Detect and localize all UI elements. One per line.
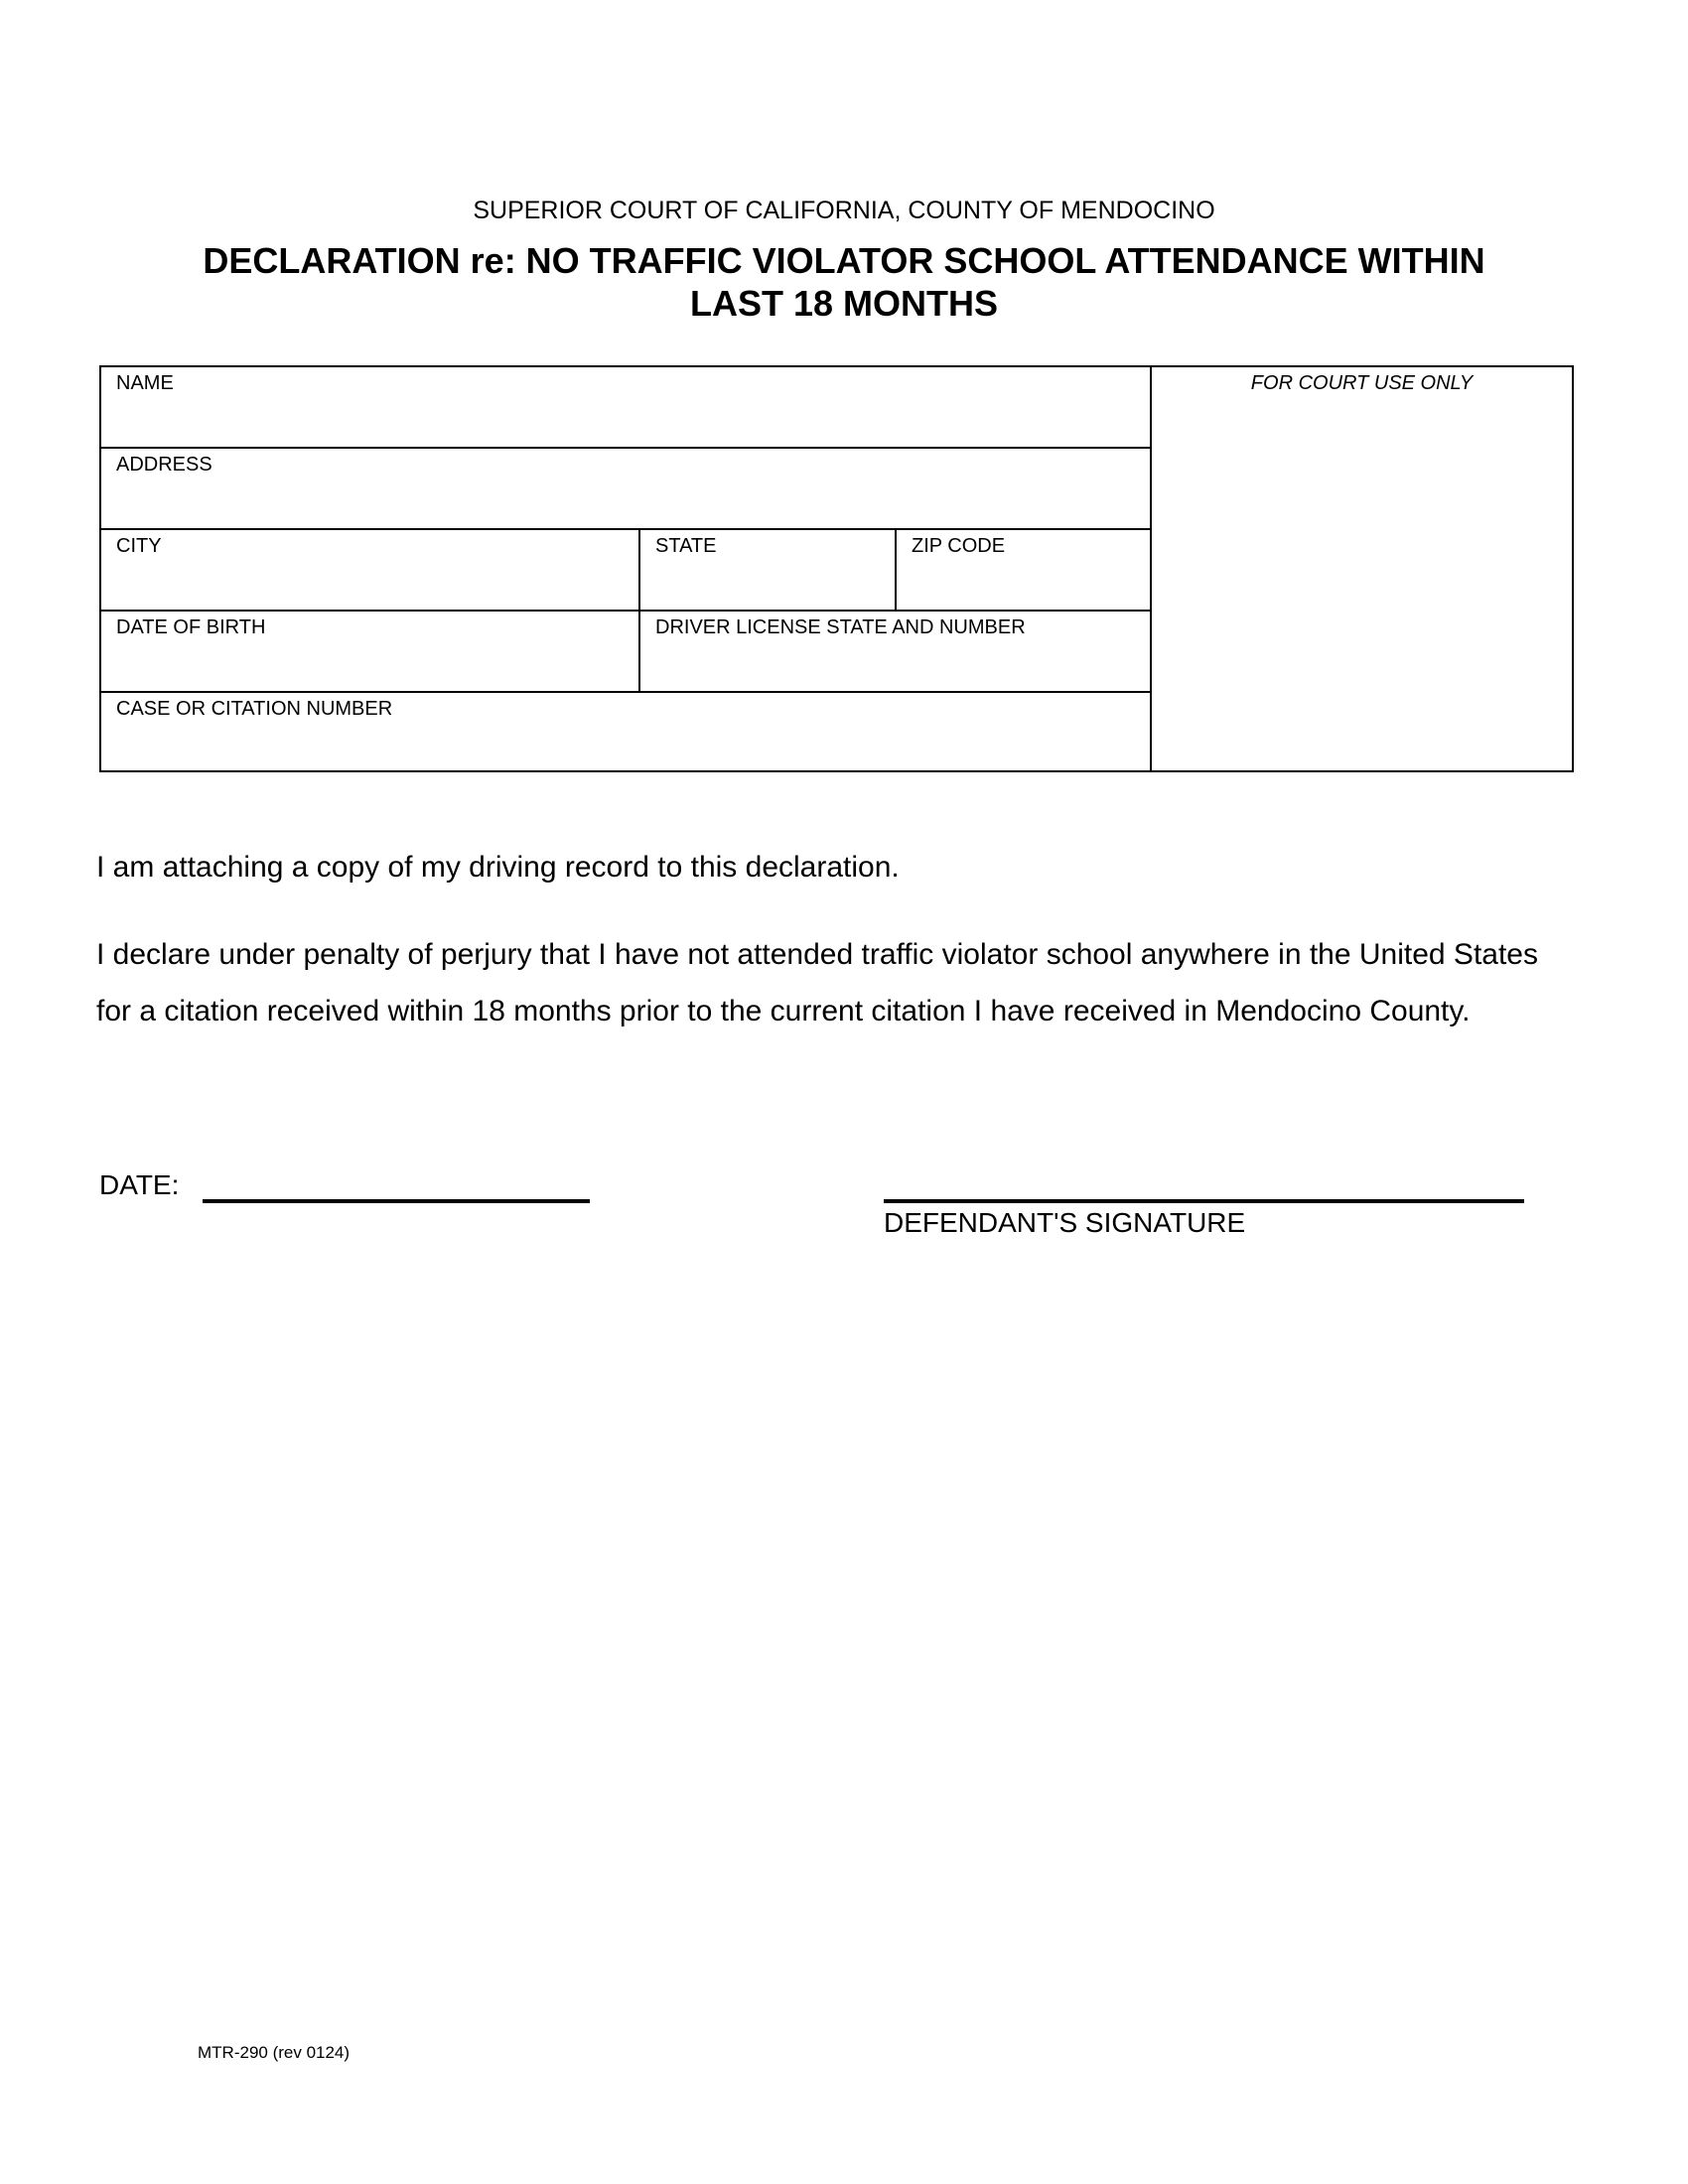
court-use-box [1152,367,1572,770]
signature-line[interactable] [884,1199,1524,1203]
address-label: ADDRESS [116,454,212,476]
perjury-declaration: I declare under penalty of perjury that I have not attended traffic violator school anywhere in the United States for a citation received within 18 months prior to the current citation I have received in Mendocino County. [96,938,1538,1027]
state-field[interactable] [640,530,897,612]
form-title-line-2: LAST 18 MONTHS [689,283,999,324]
defendant-info-table [99,365,1574,772]
zip-code-label: ZIP CODE [912,535,1006,557]
name-label: NAME [116,372,174,394]
court-name: SUPERIOR COURT OF CALIFORNIA, COUNTY OF MENDOCINO [473,197,1215,224]
city-label: CITY [116,535,162,557]
date-label: DATE: [99,1169,180,1200]
city-field[interactable] [101,530,640,612]
form-number: MTR-290 (rev 0124) [198,2043,351,2062]
driver-license-label: DRIVER LICENSE STATE AND NUMBER [655,616,1026,638]
name-field[interactable] [101,367,1152,449]
driver-license-field[interactable] [640,612,1152,693]
date-of-birth-field[interactable] [101,612,640,693]
date-of-birth-label: DATE OF BIRTH [116,616,266,638]
signature-label: DEFENDANT'S SIGNATURE [884,1207,1246,1238]
case-number-field[interactable] [101,693,1152,770]
address-field[interactable] [101,449,1152,530]
state-label: STATE [655,535,717,557]
date-line[interactable] [203,1199,590,1203]
court-use-label: FOR COURT USE ONLY [1250,372,1474,394]
zip-code-field[interactable] [897,530,1152,612]
driving-record-statement: I am attaching a copy of my driving record to this declaration. [96,851,900,884]
case-number-label: CASE OR CITATION NUMBER [116,698,393,720]
form-title-line-1: DECLARATION re: NO TRAFFIC VIOLATOR SCHOOL ATTENDANCE WITHIN [203,240,1485,281]
